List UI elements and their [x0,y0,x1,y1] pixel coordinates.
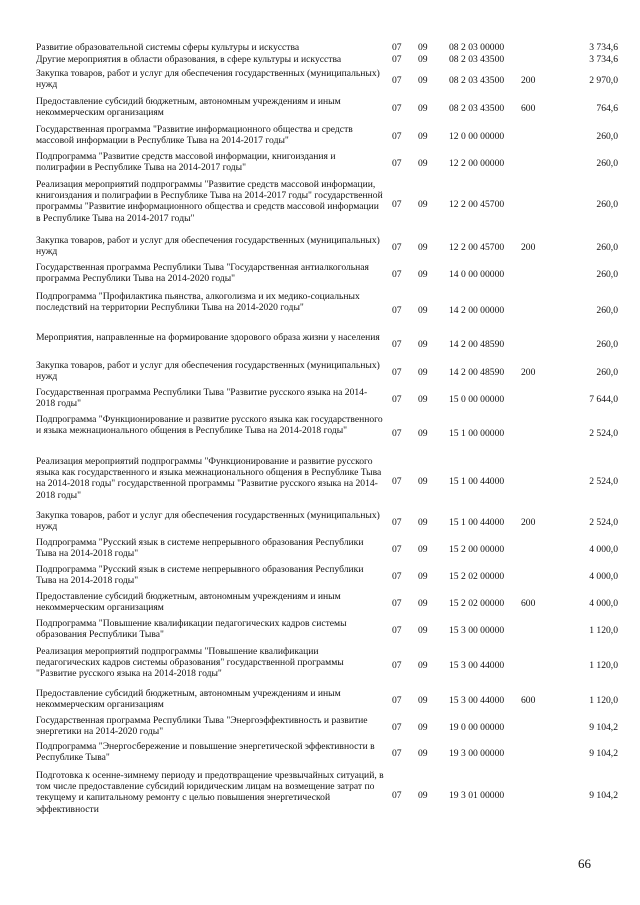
row-subsection: 09 [418,722,428,733]
row-name: Подпрограмма "Функционирование и развитие русского языка как государственного и языка межнационального общения в Республике Тыва на 2014-2018 годы" [36,414,383,437]
row-section: 07 [392,54,402,65]
page-number: 66 [578,856,591,871]
row-name: Государственная программа Республики Тыва "Государственная антиалкогольная программа Республики Тыва на 2014-2020 годы" [36,262,369,285]
row-target-code: 15 3 00 44000 [449,660,505,671]
row-name: Реализация мероприятий подпрограммы "Функционирование и развитие русского языка как государственного и языка межнационального общения в Республике Тыва на 2014-2018 годы" государственной программы "Развитие русского языка на 2014-2018 годы" [36,456,382,501]
row-target-code: 15 1 00 44000 [449,476,505,487]
row-subsection: 09 [418,367,428,378]
table-row [0,618,640,642]
row-target-code: 15 1 00 00000 [449,428,505,439]
row-target-code: 15 2 02 00000 [449,571,505,582]
row-target-code: 15 1 00 44000 [449,517,505,528]
row-name: Государственная программа Республики Тыва "Развитие русского языка на 2014-2018 годы" [36,387,368,410]
row-section: 07 [392,199,402,210]
row-target-code: 15 2 02 00000 [449,598,505,609]
row-section: 07 [392,269,402,280]
row-name: Закупка товаров, работ и услуг для обеспечения государственных (муниципальных) нужд [36,510,380,533]
table-row [0,262,640,286]
row-target-code: 12 2 00 00000 [449,158,505,169]
row-subsection: 09 [418,305,428,316]
row-section: 07 [392,660,402,671]
row-expense-type: 600 [521,103,536,114]
row-name: Мероприятия, направленные на формирование здорового образа жизни у населения [36,332,380,343]
row-target-code: 12 2 00 45700 [449,242,505,253]
row-name: Подпрограмма "Профилактика пьянства, алкоголизма и их медико-социальных последствий на территории Республики Тыва на 2014-2020 годы" [36,291,360,314]
row-amount: 3 734,6 [589,54,618,65]
row-section: 07 [392,42,402,53]
table-row [0,42,640,54]
row-amount: 7 644,0 [589,394,618,405]
row-amount: 2 970,0 [589,75,618,86]
row-amount: 260,0 [596,131,618,142]
row-target-code: 14 0 00 00000 [449,269,505,280]
row-subsection: 09 [418,199,428,210]
row-subsection: 09 [418,571,428,582]
table-row [0,591,640,615]
row-name: Предоставление субсидий бюджетным, автономным учреждениям и иным некоммерческим организациям [36,688,341,711]
row-target-code: 19 3 00 00000 [449,748,505,759]
row-name: Государственная программа Республики Тыва "Энергоэффективность и развитие энергетики на 2014-2020 годы" [36,715,368,738]
row-subsection: 09 [418,269,428,280]
row-section: 07 [392,339,402,350]
row-section: 07 [392,158,402,169]
table-row [0,54,640,66]
row-expense-type: 600 [521,695,536,706]
row-section: 07 [392,790,402,801]
row-target-code: 15 2 00 00000 [449,544,505,555]
row-amount: 260,0 [596,305,618,316]
row-section: 07 [392,748,402,759]
row-name: Развитие образовательной системы сферы культуры и искусства [36,42,300,53]
row-subsection: 09 [418,394,428,405]
row-amount: 260,0 [596,367,618,378]
row-section: 07 [392,242,402,253]
row-section: 07 [392,476,402,487]
table-row [0,741,640,765]
row-subsection: 09 [418,75,428,86]
row-subsection: 09 [418,103,428,114]
row-expense-type: 200 [521,367,536,378]
row-target-code: 08 2 03 43500 [449,103,505,114]
table-row [0,537,640,561]
row-subsection: 09 [418,748,428,759]
row-subsection: 09 [418,54,428,65]
table-row [0,360,640,384]
table-row [0,235,640,259]
row-subsection: 09 [418,695,428,706]
row-target-code: 14 2 00 00000 [449,305,505,316]
row-target-code: 08 2 03 43500 [449,75,505,86]
row-name: Реализация мероприятий подпрограммы "Повышение квалификации педагогических кадров системы образования" государственной программы "Развитие русского языка на 2014-2018 годы" [36,646,344,680]
row-amount: 3 734,6 [589,42,618,53]
row-section: 07 [392,131,402,142]
table-row [0,387,640,411]
row-amount: 2 524,0 [589,517,618,528]
row-section: 07 [392,598,402,609]
table-row [0,510,640,534]
row-amount: 260,0 [596,158,618,169]
row-amount: 2 524,0 [589,428,618,439]
table-row [0,291,640,327]
row-expense-type: 200 [521,242,536,253]
table-row [0,96,640,120]
row-amount: 1 120,0 [589,695,618,706]
row-amount: 260,0 [596,242,618,253]
row-amount: 2 524,0 [589,476,618,487]
row-section: 07 [392,517,402,528]
row-name: Реализация мероприятий подпрограммы "Развитие средств массовой информации, книгоиздания и полиграфии в Республике Тыва на 2014-2017 годы" государственной программы "Развитие информационного общества и средств массовой информации в Республике Тыва на 2014-2017 годы" [36,179,383,224]
row-section: 07 [392,367,402,378]
row-target-code: 12 2 00 45700 [449,199,505,210]
table-row [0,715,640,739]
row-name: Предоставление субсидий бюджетным, автономным учреждениям и иным некоммерческим организациям [36,96,341,119]
row-subsection: 09 [418,476,428,487]
row-section: 07 [392,305,402,316]
row-section: 07 [392,394,402,405]
row-amount: 1 120,0 [589,625,618,636]
row-amount: 4 000,0 [589,544,618,555]
row-section: 07 [392,544,402,555]
row-name: Другие мероприятия в области образования, в сфере культуры и искусства [36,54,342,65]
table-row [0,68,640,92]
row-subsection: 09 [418,339,428,350]
table-row [0,124,640,148]
row-amount: 9 104,2 [589,790,618,801]
row-amount: 4 000,0 [589,598,618,609]
row-amount: 764,6 [596,103,618,114]
row-amount: 260,0 [596,199,618,210]
row-amount: 9 104,2 [589,748,618,759]
row-name: Подпрограмма "Русский язык в системе непрерывного образования Республики Тыва на 2014-2018 годы" [36,537,364,560]
table-row [0,770,640,818]
table-row [0,179,640,227]
table-row [0,688,640,712]
row-expense-type: 200 [521,75,536,86]
row-subsection: 09 [418,517,428,528]
table-row [0,646,640,682]
row-subsection: 09 [418,660,428,671]
row-section: 07 [392,103,402,114]
table-row [0,332,640,356]
row-name: Подпрограмма "Русский язык в системе непрерывного образования Республики Тыва на 2014-2018 годы" [36,564,364,587]
row-subsection: 09 [418,544,428,555]
row-name: Предоставление субсидий бюджетным, автономным учреждениям и иным некоммерческим организациям [36,591,341,614]
row-target-code: 08 2 03 43500 [449,54,505,65]
row-section: 07 [392,75,402,86]
row-subsection: 09 [418,42,428,53]
row-target-code: 19 0 00 00000 [449,722,505,733]
row-target-code: 15 3 00 00000 [449,625,505,636]
row-target-code: 15 3 00 44000 [449,695,505,706]
table-row [0,564,640,588]
row-amount: 260,0 [596,269,618,280]
row-amount: 260,0 [596,339,618,350]
row-amount: 4 000,0 [589,571,618,582]
row-target-code: 19 3 01 00000 [449,790,505,801]
row-name: Закупка товаров, работ и услуг для обеспечения государственных (муниципальных) нужд [36,68,380,91]
row-subsection: 09 [418,158,428,169]
row-name: Подготовка к осенне-зимнему периоду и предотвращение чрезвычайных ситуаций, в том числе предоставление субсидий юридическим лицам на возмещение затрат по текущему и капитальному ремонту с целью повышения энергетической эффективности [36,770,384,815]
table-row [0,414,640,450]
row-section: 07 [392,722,402,733]
row-target-code: 14 2 00 48590 [449,367,505,378]
row-name: Закупка товаров, работ и услуг для обеспечения государственных (муниципальных) нужд [36,235,380,258]
row-section: 07 [392,428,402,439]
row-amount: 9 104,2 [589,722,618,733]
row-amount: 1 120,0 [589,660,618,671]
row-target-code: 15 0 00 00000 [449,394,505,405]
row-subsection: 09 [418,242,428,253]
row-section: 07 [392,625,402,636]
row-target-code: 12 0 00 00000 [449,131,505,142]
row-name: Государственная программа "Развитие информационного общества и средств массовой информации в Республике Тыва на 2014-2017 годы" [36,124,353,147]
table-row [0,151,640,175]
row-subsection: 09 [418,790,428,801]
row-name: Подпрограмма "Энергосбережение и повышение энергетической эффективности в Республике Тыва" [36,741,375,764]
row-name: Подпрограмма "Повышение квалификации педагогических кадров системы образования Республики Тыва" [36,618,347,641]
row-target-code: 08 2 03 00000 [449,42,505,53]
row-target-code: 14 2 00 48590 [449,339,505,350]
row-name: Подпрограмма "Развитие средств массовой информации, книгоиздания и полиграфии в Республике Тыва на 2014-2017 годы" [36,151,336,174]
row-section: 07 [392,695,402,706]
row-subsection: 09 [418,428,428,439]
row-section: 07 [392,571,402,582]
row-subsection: 09 [418,598,428,609]
row-expense-type: 200 [521,517,536,528]
row-subsection: 09 [418,625,428,636]
row-subsection: 09 [418,131,428,142]
row-expense-type: 600 [521,598,536,609]
row-name: Закупка товаров, работ и услуг для обеспечения государственных (муниципальных) нужд [36,360,380,383]
table-row [0,456,640,504]
